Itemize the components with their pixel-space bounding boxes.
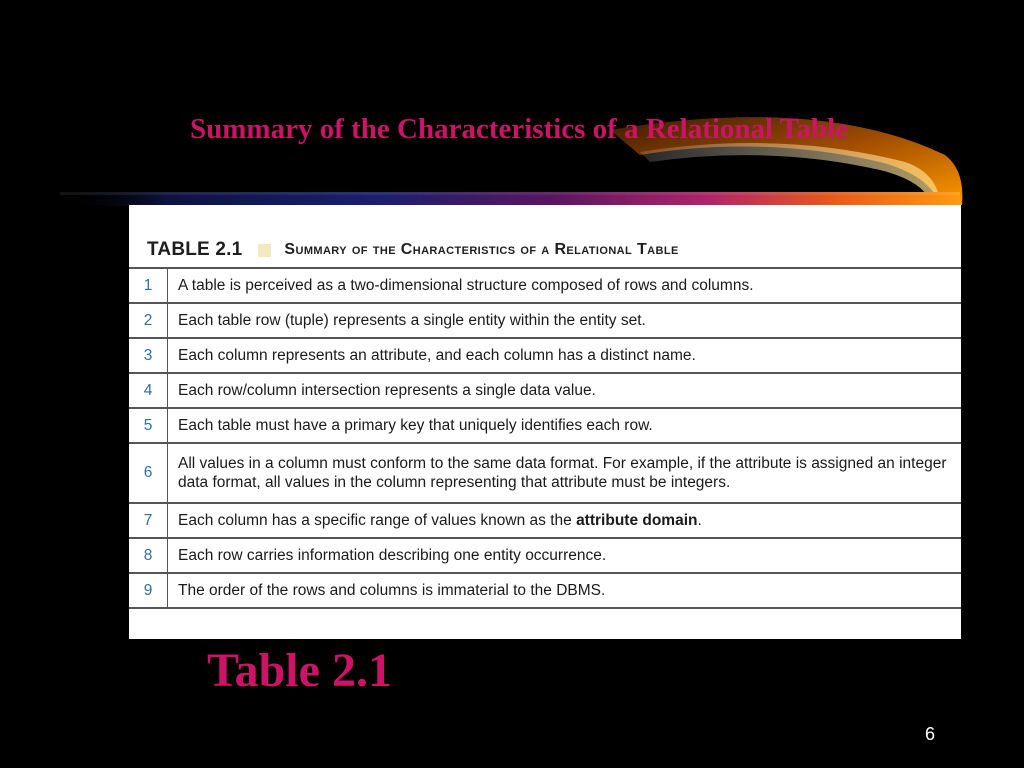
table-row	[129, 444, 961, 504]
row-number: 3	[129, 339, 168, 372]
row-text: Each column represents an attribute, and each column has a distinct name.	[178, 347, 696, 364]
row-text: All values in a column must conform to the same data format. For example, if the attribute is assigned an integer data format, all values in the column representing that attribute must be integers.	[178, 455, 947, 491]
square-bullet-icon	[258, 244, 271, 257]
row-number: 8	[129, 539, 168, 572]
table-number: TABLE 2.1	[147, 239, 243, 260]
row-number: 5	[129, 409, 168, 442]
table-row	[129, 374, 961, 409]
row-text: A table is perceived as a two-dimensional structure composed of rows and columns.	[178, 277, 754, 294]
table-caption: Summary of the Characteristics of a Relational Table	[284, 241, 679, 258]
table-label: Table 2.1	[207, 644, 392, 697]
table-row	[129, 269, 961, 304]
table-row	[129, 409, 961, 444]
row-number: 2	[129, 304, 168, 337]
row-number: 6	[129, 444, 168, 502]
row-text: Each row/column intersection represents a single data value.	[178, 382, 596, 399]
table-row	[129, 539, 961, 574]
row-text: Each table row (tuple) represents a single entity within the entity set.	[178, 312, 646, 329]
slide-title: Summary of the Characteristics of a Relational Table	[190, 113, 849, 145]
row-number: 7	[129, 504, 168, 537]
row-number: 9	[129, 574, 168, 607]
row-number: 4	[129, 374, 168, 407]
table-heading	[147, 236, 679, 264]
row-text: Each table must have a primary key that uniquely identifies each row.	[178, 417, 653, 434]
attribute-domain-term: attribute domain	[576, 512, 698, 529]
table-row	[129, 304, 961, 339]
row-text: Each row carries information describing one entity occurrence.	[178, 547, 607, 564]
page-number: 6	[925, 724, 936, 744]
table-row	[129, 504, 961, 539]
row-text-part: Each column has a specific range of values known as the	[178, 512, 577, 529]
row-text-part: .	[697, 512, 702, 529]
row-text	[168, 511, 708, 530]
row-text: The order of the rows and columns is immaterial to the DBMS.	[178, 582, 606, 599]
characteristics-table	[129, 267, 961, 609]
row-number: 1	[129, 269, 168, 302]
table-row	[129, 574, 961, 609]
table-image	[129, 205, 961, 639]
table-row	[129, 339, 961, 374]
